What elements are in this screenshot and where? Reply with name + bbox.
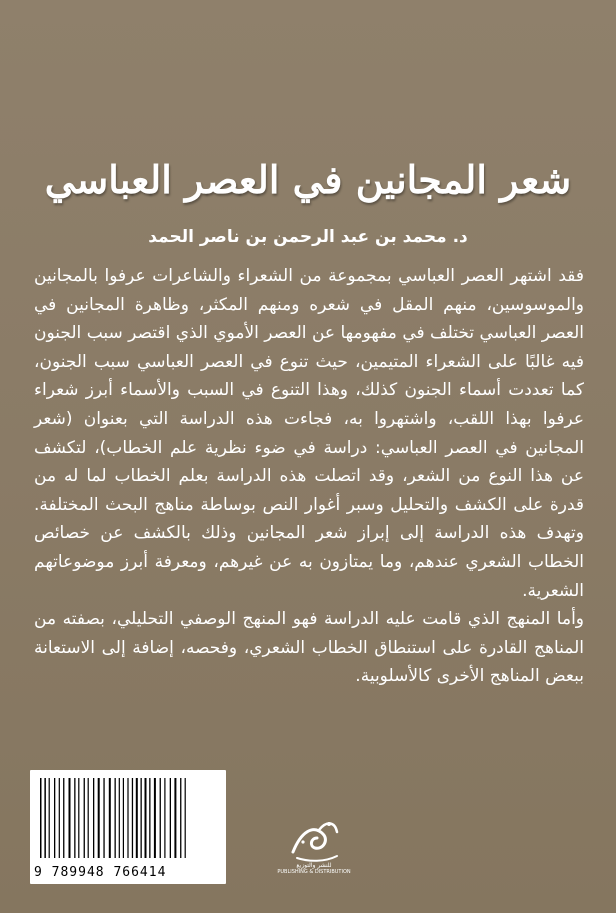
isbn-digits: 9 789948 766414 (34, 865, 167, 880)
malameh-publisher-logo-icon (283, 812, 347, 868)
publisher-caption (266, 862, 362, 876)
synopsis-paragraph: فقد اشتهر العصر العباسي بمجموعة من الشعراء والشاعرات عرفوا بالمجانين والموسوسين، منهم المقل في شعره ومنهم المكثر، وظاهرة المجانين في العصر العباسي تختلف في مفهومها عن العصر الأموي الذي اقتصر سبب الجنون فيه غالبًا على الشعراء المتيمين، حيث تنوع في العصر العباسي سبب الجنون، كما تعددت أسماء الجنون كذلك، وهذا التنوع في السبب والأسماء أبرز شعراء عرفوا بهذا اللقب، واشتهروا به، فجاءت هذه الدراسة التي بعنوان (شعر المجانين في العصر العباسي: دراسة في ضوء نظرية علم الخطاب)، لتكشف عن هذا النوع من الشعر، وقد اتصلت هذه الدراسة بعلم الخطاب لما له من قدرة على الكشف والتحليل وسبر أغوار النص بوساطة مناهج البحث المختلفة. وتهدف هذه الدراسة إلى إبراز شعر المجانين وذلك بالكشف عن خصائص الخطاب الشعري عندهم، وما يمتازون به عن غيرهم، ومعرفة أبرز موضوعاتهم الشعرية. (34, 266, 584, 601)
book-title: شعر المجانين في العصر العباسي (44, 157, 572, 202)
isbn-barcode (30, 770, 226, 884)
synopsis-text (34, 262, 584, 691)
publisher-caption-en: PUBLISHING & DISTRIBUTION (277, 869, 351, 875)
barcode-bars-icon (38, 778, 218, 858)
synopsis-paragraph: وأما المنهج الذي قامت عليه الدراسة فهو المنهج الوصفي التحليلي، بصفته من المناهج القادرة على استنطاق الخطاب الشعري، وفحصه، إضافة إلى الاستعانة ببعض المناهج الأخرى كالأسلوبية. (34, 609, 584, 687)
publisher-logo (283, 812, 347, 892)
publisher-caption-ar: للنشر والتوزيع (296, 862, 332, 869)
author-name: د. محمد بن عبد الرحمن بن ناصر الحمد (148, 227, 468, 247)
